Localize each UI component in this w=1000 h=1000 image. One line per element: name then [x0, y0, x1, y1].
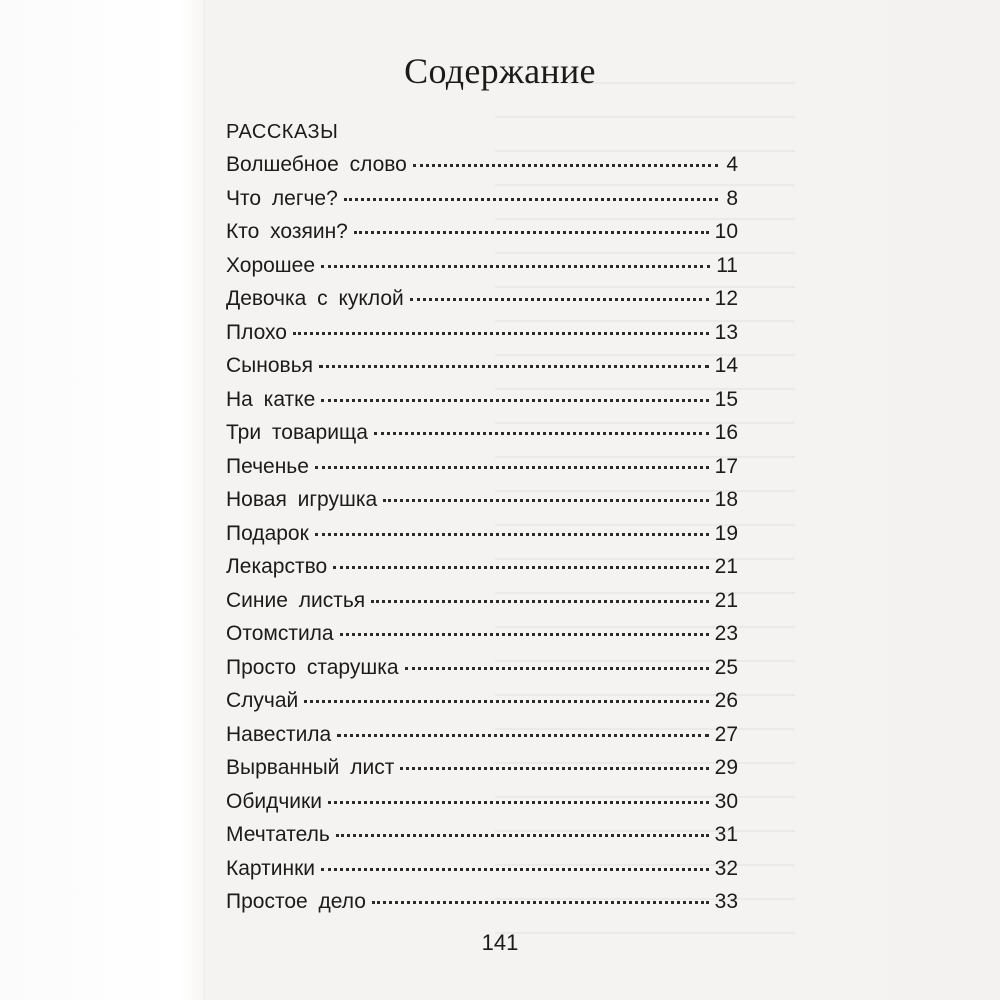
toc-entry — [226, 589, 738, 623]
dot-leader — [413, 164, 718, 167]
toc-entry — [226, 254, 738, 288]
toc-entry — [226, 455, 738, 489]
toc-entry-page: 18 — [714, 488, 738, 511]
toc-entry — [226, 622, 738, 656]
page-number: 141 — [481, 930, 519, 955]
dot-leader — [336, 834, 709, 837]
toc-entry-title: Подарок — [226, 521, 309, 545]
table-of-contents — [226, 153, 738, 924]
dot-leader — [321, 868, 709, 871]
toc-entry — [226, 857, 738, 891]
toc-entry-title: Плохо — [226, 320, 287, 344]
dot-leader — [328, 801, 709, 804]
toc-entry — [226, 656, 738, 690]
toc-entry-title: Печенье — [226, 454, 309, 478]
toc-entry-page: 21 — [714, 555, 738, 578]
toc-entry-title: Девочка с куклой — [226, 287, 404, 310]
toc-entry-page: 15 — [714, 387, 738, 411]
toc-entry-page: 4 — [726, 153, 738, 176]
section-heading: РАССКАЗЫ — [226, 121, 339, 143]
toc-entry-page: 21 — [714, 588, 738, 612]
toc-entry-title: Хорошее — [226, 253, 316, 277]
dot-leader — [400, 767, 708, 770]
toc-entry-title: Просто старушка — [226, 655, 399, 679]
toc-entry — [226, 321, 738, 355]
toc-entry — [226, 890, 738, 924]
toc-entry — [226, 823, 738, 857]
toc-entry-title: Мечтатель — [226, 823, 330, 846]
toc-entry-title: Что легче? — [226, 186, 338, 210]
toc-entry-title: Новая игрушка — [226, 488, 378, 511]
toc-entry — [226, 756, 738, 790]
toc-entry-page: 30 — [714, 789, 738, 813]
toc-entry-page: 33 — [714, 890, 738, 913]
dot-leader — [405, 667, 709, 670]
toc-entry-page: 12 — [714, 287, 738, 310]
page-title: Содержание — [404, 51, 596, 91]
toc-entry — [226, 522, 738, 556]
toc-entry-title: Навестила — [226, 722, 332, 746]
toc-entry — [226, 421, 738, 455]
dot-leader — [344, 198, 718, 201]
toc-entry — [226, 555, 738, 589]
toc-entry — [226, 354, 738, 388]
toc-entry-page: 16 — [714, 421, 738, 444]
toc-entry-title: Отомстила — [226, 622, 334, 645]
toc-entry-page: 14 — [714, 354, 738, 377]
dot-leader — [354, 231, 709, 234]
dot-leader — [321, 265, 710, 268]
toc-entry-page: 10 — [714, 220, 738, 243]
dot-leader — [374, 432, 709, 435]
toc-entry-title: Картинки — [226, 856, 315, 880]
toc-entry-title: Обидчики — [226, 789, 322, 813]
toc-entry-title: Простое дело — [226, 890, 366, 913]
toc-entry-title: Сыновья — [226, 354, 314, 377]
toc-entry — [226, 790, 738, 824]
toc-entry-page: 31 — [714, 823, 738, 846]
toc-entry-page: 27 — [714, 722, 738, 746]
toc-entry-page: 13 — [714, 320, 738, 344]
dot-leader — [315, 466, 709, 469]
toc-entry — [226, 187, 738, 221]
dot-leader — [383, 499, 708, 502]
toc-entry — [226, 388, 738, 422]
toc-entry-page: 11 — [716, 253, 738, 277]
toc-entry-page: 26 — [714, 689, 738, 712]
dot-leader — [321, 399, 708, 402]
dot-leader — [315, 533, 709, 536]
toc-entry-page: 25 — [714, 655, 738, 679]
dot-leader — [340, 633, 709, 636]
toc-entry-title: Лекарство — [226, 555, 328, 578]
book-page — [205, 0, 795, 1000]
toc-entry-title: Случай — [226, 689, 299, 712]
toc-entry-title: Три товарища — [226, 421, 368, 444]
toc-entry — [226, 153, 738, 187]
toc-entry-title: Кто хозяин? — [226, 220, 348, 243]
dot-leader — [333, 566, 708, 569]
toc-entry-title: Волшебное слово — [226, 153, 407, 176]
toc-entry — [226, 689, 738, 723]
toc-entry-page: 19 — [714, 521, 738, 545]
dot-leader — [319, 365, 709, 368]
toc-entry — [226, 723, 738, 757]
toc-entry-page: 32 — [714, 856, 738, 880]
toc-entry — [226, 220, 738, 254]
toc-entry — [226, 488, 738, 522]
dot-leader — [410, 298, 709, 301]
dot-leader — [372, 901, 709, 904]
toc-entry-title: Вырванный лист — [226, 756, 395, 779]
dot-leader — [304, 700, 708, 703]
toc-entry-title: На катке — [226, 387, 316, 411]
toc-entry-page: 17 — [714, 454, 738, 478]
dot-leader — [371, 600, 708, 603]
toc-entry-page: 29 — [714, 756, 738, 779]
dot-leader — [293, 332, 709, 335]
toc-entry — [226, 287, 738, 321]
toc-entry-page: 8 — [726, 186, 738, 210]
toc-entry-title: Синие листья — [226, 588, 366, 612]
dot-leader — [337, 734, 708, 737]
toc-entry-page: 23 — [714, 622, 738, 645]
